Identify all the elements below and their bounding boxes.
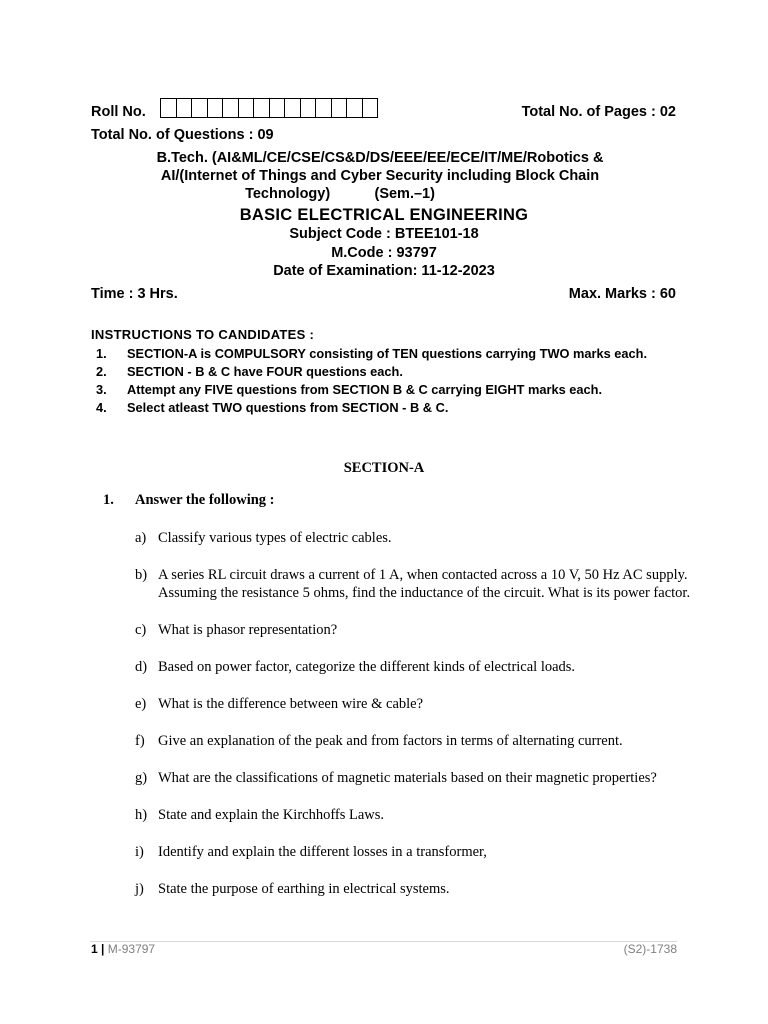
subject-code: Subject Code : BTEE101-18 <box>289 226 479 242</box>
footer-left <box>91 942 155 956</box>
exam-date: Date of Examination: 11-12-2023 <box>273 263 495 279</box>
course-line-1: B.Tech. (AI&ML/CE/CSE/CS&D/DS/EEE/EE/ECE/IT/ME/Robotics & <box>156 150 604 166</box>
question-part: e) What is the difference between wire & cable? <box>135 696 424 712</box>
question-part: a) Classify various types of electric cables. <box>135 530 392 546</box>
course-line-3: Technology) (Sem.–1) <box>245 186 435 202</box>
course-line-2: AI/(Internet of Things and Cyber Security including Block Chain <box>160 168 600 184</box>
question-part: g) What are the classifications of magnetic materials based on their magnetic properties? <box>135 770 657 786</box>
roll-no-boxes[interactable] <box>160 98 378 118</box>
m-code: M.Code : 93797 <box>331 245 437 261</box>
instruction-item: 1. SECTION-A is COMPULSORY consisting of TEN questions carrying TWO marks each. <box>96 346 648 361</box>
question-text: Answer the following : <box>135 492 275 508</box>
max-marks: Max. Marks : 60 <box>568 286 676 302</box>
question-part: h) State and explain the Kirchhoffs Laws. <box>135 807 385 823</box>
footer-right: (S2)-1738 <box>623 942 677 956</box>
question-part: d) Based on power factor, categorize the different kinds of electrical loads. <box>135 659 576 675</box>
footer-divider <box>90 941 677 942</box>
page-number: 1 <box>91 942 98 956</box>
question-number: 1. <box>103 492 114 508</box>
instruction-item: 2. SECTION - B & C have FOUR questions each. <box>96 364 403 379</box>
instruction-item: 3. Attempt any FIVE questions from SECTION B & C carrying EIGHT marks each. <box>96 382 603 397</box>
section-a-heading: SECTION-A <box>343 460 425 476</box>
exam-title: BASIC ELECTRICAL ENGINEERING <box>239 206 529 224</box>
question-part: b) A series RL circuit draws a current of 1 A, when contacted across a 10 V, 50 Hz AC supply. Assuming the resistance 5 ohms, find the inductance of the circuit. What is its power factor. <box>135 567 691 601</box>
total-pages: Total No. of Pages : 02 <box>521 104 676 120</box>
question-part: f) Give an explanation of the peak and from factors in terms of alternating current. <box>135 733 623 749</box>
roll-no-label: Roll No. <box>91 104 146 120</box>
question-part: i) Identify and explain the different losses in a transformer, <box>135 844 487 860</box>
total-questions: Total No. of Questions : 09 <box>91 127 274 143</box>
question-parts-list <box>135 529 695 917</box>
instructions-list <box>96 346 686 418</box>
footer-separator: | <box>101 942 105 956</box>
instruction-item: 4. Select atleast TWO questions from SECTION - B & C. <box>96 400 449 415</box>
exam-time: Time : 3 Hrs. <box>91 286 178 302</box>
question-part: j) State the purpose of earthing in electrical systems. <box>135 881 450 897</box>
question-part: c) What is phasor representation? <box>135 622 338 638</box>
footer-code: M-93797 <box>107 942 156 956</box>
instructions-heading: INSTRUCTIONS TO CANDIDATES : <box>91 327 315 342</box>
